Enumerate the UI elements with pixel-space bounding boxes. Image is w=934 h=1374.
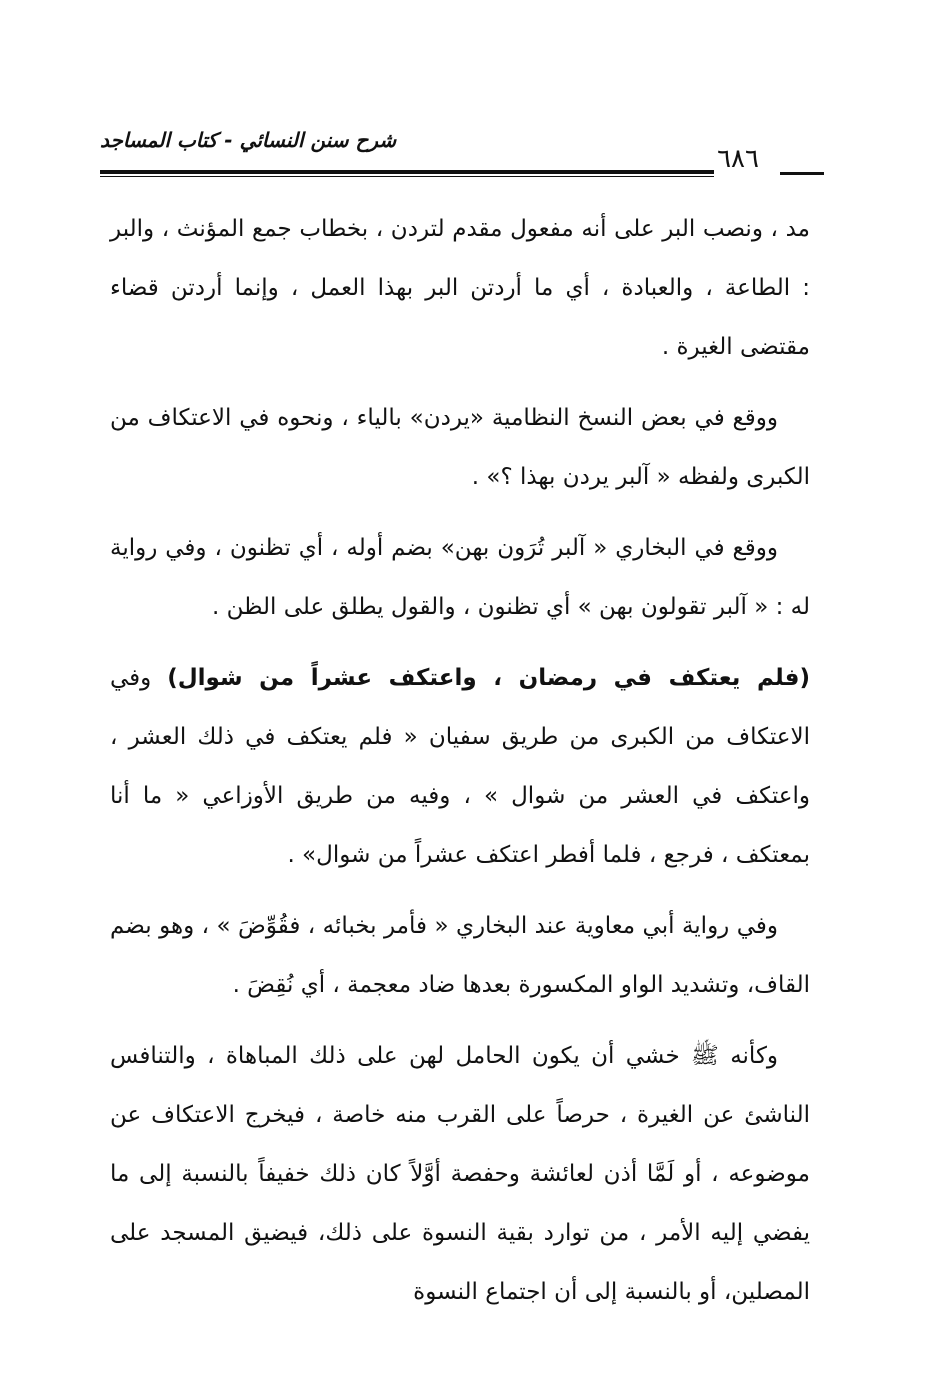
body-text: [110, 200, 810, 1334]
paragraph-5: وفي رواية أبي معاوية عند البخاري « فأمر بخبائه ، فقُوِّضَ » ، وهو بضم القاف، وتشديد الواو المكسورة بعدها ضاد معجمة ، أي نُقِضَ .: [110, 913, 810, 998]
paragraph-3: ووقع في البخاري « آلبر تُرَون بهن» بضم أوله ، أي تظنون ، وفي رواية له : « آلبر تقولون بهن » أي تظنون ، والقول يطلق على الظن .: [110, 535, 810, 620]
paragraph-4: [110, 649, 810, 885]
book-title: شرح سنن النسائي - كتاب المساجد: [100, 128, 397, 152]
hadith-quote: (فلم يعتكف في رمضان ، واعتكف عشراً من شوال): [167, 665, 810, 691]
page-number: ٦٨٦: [717, 144, 759, 174]
running-header: [100, 128, 824, 178]
header-rule: [100, 170, 714, 177]
header-rule-short: [780, 172, 824, 175]
paragraph-4-text: وفي الاعتكاف من الكبرى من طريق سفيان « فلم يعتكف في ذلك العشر ، واعتكف في العشر من شوال » ، وفيه من طريق الأوزاعي « ما أنا بمعتكف ، فرجع ، فلما أفطر اعتكف عشراً من شوال» .: [110, 665, 810, 868]
paragraph-6: وكأنه ﷺ خشي أن يكون الحامل لهن على ذلك المباهاة ، والتنافس الناشئ عن الغيرة ، حرصاً على القرب منه خاصة ، فيخرج الاعتكاف عن موضوعه ، أو لَمَّا أذن لعائشة وحفصة أوَّلاً كان ذلك خفيفاً بالنسبة إلى ما يفضي إليه الأمر ، من توارد بقية النسوة على ذلك، فيضيق المسجد على المصلين، أو بالنسبة إلى أن اجتماع النسوة: [110, 1043, 810, 1305]
paragraph-2: ووقع في بعض النسخ النظامية «يردن» بالياء ، ونحوه في الاعتكاف من الكبرى ولفظه « آلبر يردن بهذا ؟» .: [110, 405, 810, 490]
paragraph-1: مد ، ونصب البر على أنه مفعول مقدم لتردن ، بخطاب جمع المؤنث ، والبر : الطاعة ، والعبادة ، أي ما أردتن البر بهذا العمل ، وإنما أردتن قضاء مقتضى الغيرة .: [110, 216, 810, 360]
